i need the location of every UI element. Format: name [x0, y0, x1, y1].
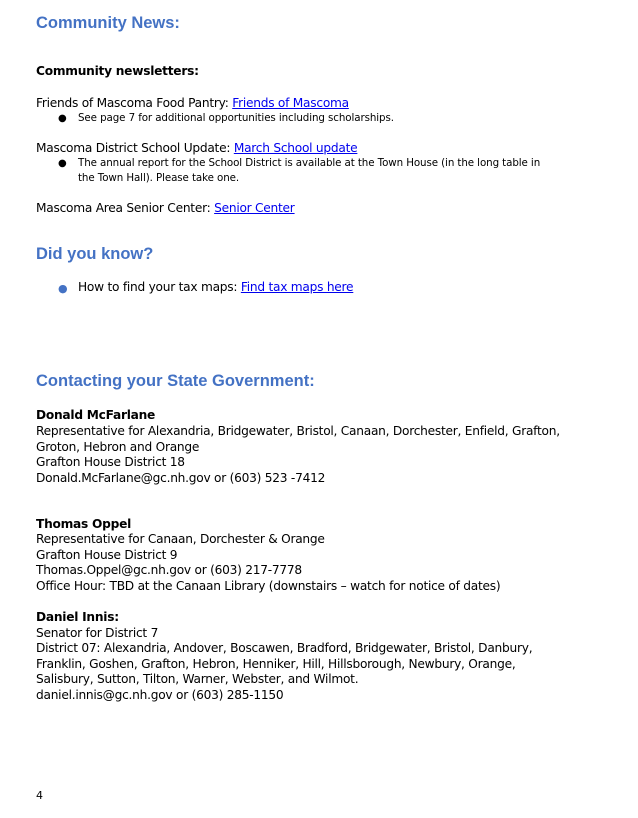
- page-number: 4: [36, 789, 43, 802]
- did-you-know-heading: Did you know?: [36, 245, 154, 263]
- state-government-heading: Contacting your State Government:: [36, 372, 315, 390]
- contact-line: District 07: Alexandria, Andover, Boscawen, Bradford, Bridgewater, Bristol, Danbury,: [36, 641, 533, 655]
- contact-line: Senator for District 7: [36, 626, 159, 640]
- school-update-line: [36, 141, 357, 157]
- contact-line: Grafton House District 9: [36, 548, 178, 562]
- contact-name: Daniel Innis:: [36, 610, 119, 624]
- contact-name: Thomas Oppel: [36, 517, 132, 531]
- school-note-line-2: the Town Hall). Please take one.: [78, 172, 240, 184]
- bullet-icon: ●: [58, 158, 67, 169]
- food-pantry-note: See page 7 for additional opportunities including scholarships.: [78, 112, 394, 124]
- newsletters-label: Community newsletters:: [36, 64, 199, 78]
- contact-line: Franklin, Goshen, Grafton, Hebron, Henniker, Hill, Hillsborough, Newbury, Orange,: [36, 657, 516, 671]
- school-update-label: Mascoma District School Update:: [36, 141, 231, 155]
- food-pantry-line: [36, 96, 349, 112]
- contact-email-phone: Thomas.Oppel@gc.nh.gov or (603) 217-7778: [36, 563, 302, 577]
- find-tax-maps-link[interactable]: Find tax maps here: [240, 280, 354, 294]
- contact-email-phone: Donald.McFarlane@gc.nh.gov or (603) 523 -7412: [36, 471, 326, 485]
- tax-maps-text: How to find your tax maps:: [78, 280, 238, 294]
- contact-line: Grafton House District 18: [36, 455, 185, 469]
- bullet-icon: ●: [58, 282, 68, 295]
- senior-center-label: Mascoma Area Senior Center:: [36, 201, 211, 215]
- contact-email-phone: daniel.innis@gc.nh.gov or (603) 285-1150: [36, 688, 284, 702]
- contact-name: Donald McFarlane: [36, 408, 156, 422]
- tax-maps-item: [78, 280, 353, 296]
- school-note-line-1: The annual report for the School District is available at the Town House (in the long table in: [78, 157, 541, 169]
- senior-center-link[interactable]: Senior Center: [214, 201, 295, 215]
- contact-line: Salisbury, Sutton, Tilton, Warner, Webster, and Wilmot.: [36, 672, 359, 686]
- contact-line: Representative for Canaan, Dorchester & Orange: [36, 532, 325, 546]
- march-school-update-link[interactable]: March School update: [233, 141, 358, 155]
- contact-line: Representative for Alexandria, Bridgewater, Bristol, Canaan, Dorchester, Enfield, Grafton,: [36, 424, 560, 438]
- contact-line: Groton, Hebron and Orange: [36, 440, 200, 454]
- senior-center-line: [36, 201, 295, 217]
- bullet-icon: ●: [58, 113, 67, 124]
- community-news-heading: Community News:: [36, 14, 180, 32]
- food-pantry-label: Friends of Mascoma Food Pantry:: [36, 96, 229, 110]
- contact-line: Office Hour: TBD at the Canaan Library (downstairs – watch for notice of dates): [36, 579, 501, 593]
- friends-of-mascoma-link[interactable]: Friends of Mascoma: [232, 96, 349, 110]
